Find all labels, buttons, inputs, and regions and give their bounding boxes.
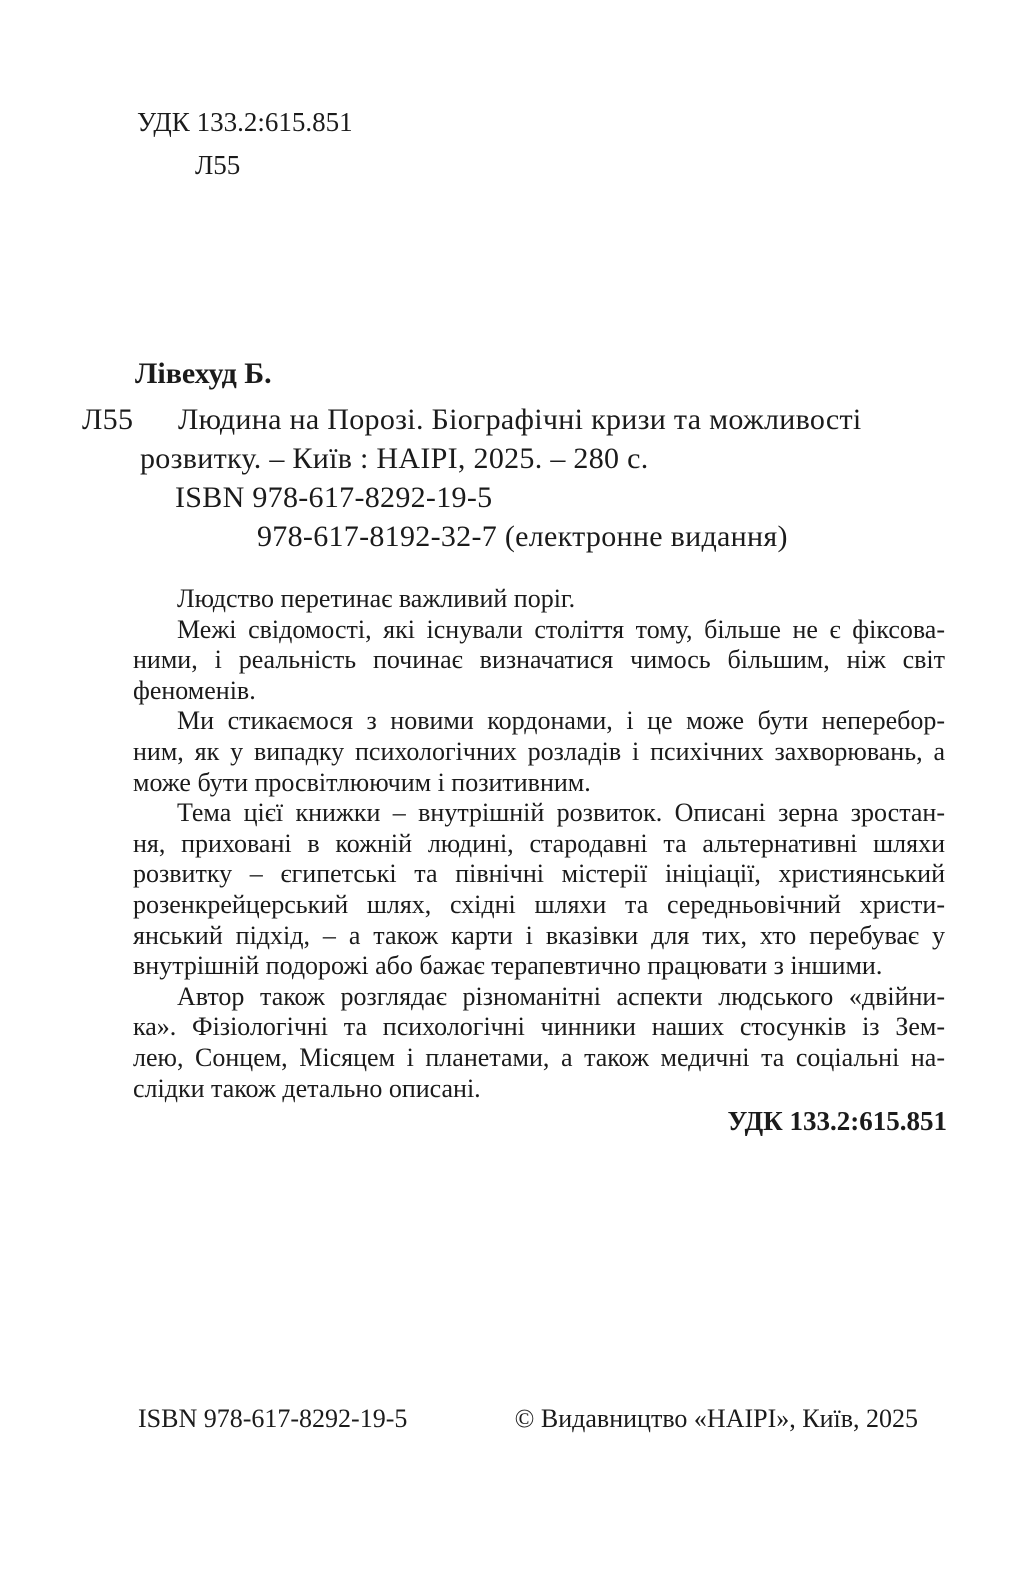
- bib-imprint-line: розвитку. – Київ : НАІРІ, 2025. – 280 с.: [140, 442, 649, 475]
- footer-isbn: ISBN 978-617-8292-19-5: [138, 1404, 408, 1433]
- annotation-line: феноменів.: [133, 675, 256, 705]
- annotation-line: Ми стикаємося з новими кордонами, і це може бути неперебор-: [177, 706, 945, 736]
- annotation-line: ня, приховані в кожній людині, стародавні та альтернативні шляхи: [133, 828, 945, 858]
- annotation-line: ним, як у випадку психологічних розладів і психічних захворювань, а: [133, 736, 945, 766]
- annotation-line: Межі свідомості, які існували століття тому, більше не є фіксова-: [177, 614, 945, 644]
- author-name: Лівехуд Б.: [135, 357, 272, 390]
- udk-number-bottom: УДК 133.2:615.851: [727, 1106, 947, 1136]
- footer-copyright: © Видавництво «НАІРІ», Київ, 2025: [514, 1404, 918, 1433]
- bibliographic-entry: [82, 400, 952, 556]
- annotation-line: лею, Сонцем, Місяцем і планетами, а також медичні та соціальні на-: [133, 1042, 945, 1072]
- annotation-line: може бути просвітлюючим і позитивним.: [133, 767, 591, 797]
- bib-isbn-electronic: 978-617-8192-32-7 (електронне видання): [257, 520, 788, 553]
- udk-classification-block: [137, 101, 353, 187]
- annotation-paragraph: [133, 615, 945, 707]
- bib-isbn-print: ISBN 978-617-8292-19-5: [175, 481, 493, 514]
- annotation-paragraph: [133, 798, 945, 982]
- udk-number-top: УДК 133.2:615.851: [137, 107, 353, 137]
- annotation-line: Людство перетинає важливий поріг.: [177, 584, 576, 613]
- author-sign-code-top: Л55: [195, 150, 241, 180]
- annotation-line: ними, і реальність починає визначатися чимось більшим, ніж світ: [133, 645, 945, 675]
- bib-title-text: Людина на Порозі. Біографічні кризи та можливості: [178, 403, 862, 436]
- annotation-paragraph: [133, 584, 945, 615]
- annotation-line: слідки також детально описані.: [133, 1073, 481, 1103]
- annotation: [133, 584, 945, 1104]
- footer: [138, 1403, 918, 1435]
- annotation-line: внутрішній подорожі або бажає терапевтично працювати з іншими.: [133, 951, 883, 981]
- bib-index-code: Л55: [82, 403, 134, 436]
- annotation-paragraph: [133, 706, 945, 798]
- annotation-line: Тема цієї книжки – внутрішній розвиток. Описані зерна зростан-: [177, 798, 945, 828]
- annotation-line: янський підхід, – а також карти і вказівки для тих, хто перебуває у: [133, 920, 945, 950]
- annotation-line: розвитку – єгипетські та північні містерії ініціації, християнський: [133, 859, 945, 889]
- annotation-line: розенкрейцерський шлях, східні шляхи та середньовічний христи-: [133, 889, 945, 919]
- annotation-paragraph: [133, 982, 945, 1104]
- annotation-line: Автор також розглядає різноманітні аспекти людського «двійни-: [177, 981, 945, 1011]
- bib-title-line: [82, 400, 952, 439]
- annotation-line: ка». Фізіологічні та психологічні чинники наших стосунків із Зем-: [133, 1012, 945, 1042]
